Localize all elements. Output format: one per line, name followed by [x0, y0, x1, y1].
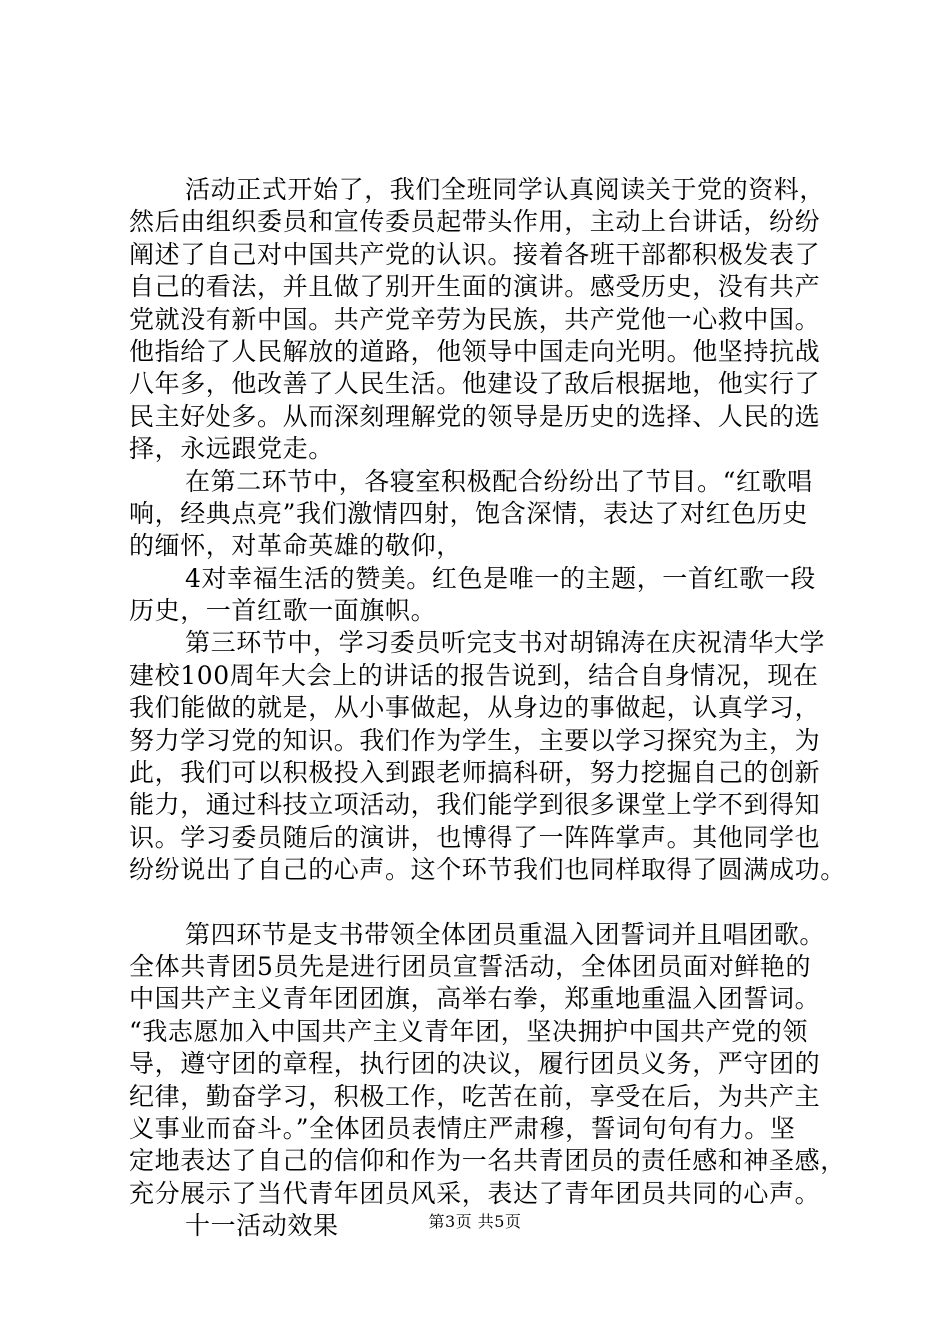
text-line: 识。学习委员随后的演讲，也博得了一阵阵掌声。其他同学也 [129, 822, 821, 852]
text-line: 在第二环节中，各寝室积极配合纷纷出了节目。“红歌唱 [185, 466, 813, 496]
text-line: 能力，通过科技立项活动，我们能学到很多课堂上学不到得知 [129, 790, 821, 820]
text-line: 4对幸福生活的赞美。红色是唯一的主题，一首红歌一段 [185, 563, 816, 593]
text-line: 中国共产主义青年团团旗，高举右拳，郑重地重温入团誓词。 [129, 984, 821, 1014]
text-line: 民主好处多。从而深刻理解党的领导是历史的选择、人民的选 [129, 401, 821, 431]
text-line: “我志愿加入中国共产主义青年团，坚决拥护中国共产党的领 [129, 1016, 808, 1046]
text-line: 建校100周年大会上的讲话的报告说到，结合自身情况，现在 [129, 660, 819, 690]
text-line: 自己的看法，并且做了别开生面的演讲。感受历史，没有共产 [129, 272, 821, 302]
text-line: 全体共青团5员先是进行团员宣誓活动，全体团员面对鲜艳的 [129, 951, 812, 981]
text-line: 努力学习党的知识。我们作为学生，主要以学习探究为主，为 [129, 725, 821, 755]
text-line: 导，遵守团的章程，执行团的决议，履行团员义务，严守团的 [129, 1049, 821, 1079]
text-line: 定地表达了自己的信仰和作为一名共青团员的责任感和神圣感， [129, 1146, 846, 1176]
text-line: 然后由组织委员和宣传委员起带头作用，主动上台讲话，纷纷 [129, 207, 821, 237]
text-line: 阐述了自己对中国共产党的认识。接着各班干部都积极发表了 [129, 239, 821, 269]
text-line: 响，经典点亮”我们激情四射，饱含深情，表达了对红色历史 [129, 498, 808, 528]
page-footer: 第3页 共5页 [428, 1212, 522, 1231]
text-line: 纷纷说出了自己的心声。这个环节我们也同样取得了圆满成功。 [129, 855, 846, 885]
text-line: 此，我们可以积极投入到跟老师搞科研，努力挖掘自己的创新 [129, 758, 821, 788]
text-line: 我们能做的就是，从小事做起，从身边的事做起，认真学习， [129, 693, 821, 723]
paragraph-gap [129, 887, 849, 919]
text-line: 第三环节中，学习委员听完支书对胡锦涛在庆祝清华大学 [185, 628, 826, 658]
text-line: 义事业而奋斗。”全体团员表情庄严肃穆，誓词句句有力。坚 [129, 1113, 796, 1143]
text-line: 活动正式开始了，我们全班同学认真阅读关于党的资料， [185, 175, 826, 204]
document-body [129, 174, 849, 1243]
text-line: 的缅怀，对革命英雄的敬仰， [129, 531, 462, 561]
text-line: 充分展示了当代青年团员风采，表达了青年团员共同的心声。 [129, 1178, 821, 1208]
text-line: 他指给了人民解放的道路，他领导中国走向光明。他坚持抗战 [129, 336, 821, 366]
text-line: 第四环节是支书带领全体团员重温入团誓词并且唱团歌。 [185, 919, 826, 949]
text-line: 历史，一首红歌一面旗帜。 [129, 596, 437, 626]
text-line: 党就没有新中国。共产党辛劳为民族，共产党他一心救中国。 [129, 304, 821, 334]
text-line: 纪律，勤奋学习，积极工作，吃苦在前，享受在后，为共产主 [129, 1081, 821, 1111]
text-line: 择，永远跟党走。 [129, 434, 334, 464]
text-line: 十一活动效果 [185, 1211, 339, 1241]
text-line: 八年多，他改善了人民生活。他建设了敌后根据地，他实行了 [129, 369, 821, 399]
